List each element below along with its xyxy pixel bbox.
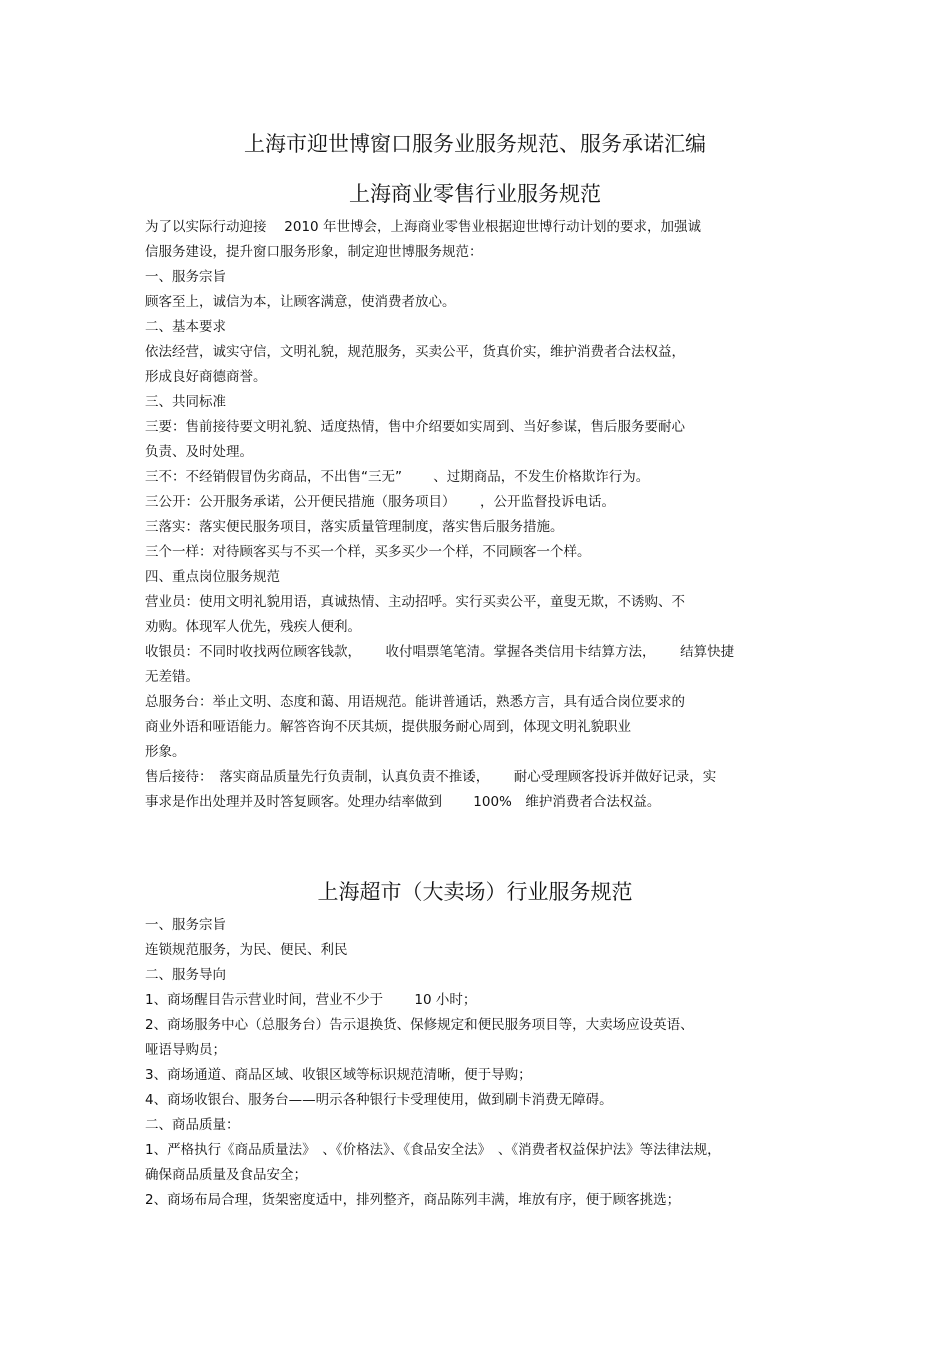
paragraph-line: 劝购。体现军人优先，残疾人便利。 bbox=[145, 619, 361, 635]
section-heading: 三、共同标准 bbox=[145, 394, 226, 410]
paragraph-line: 三个一样：对待顾客买与不买一个样，买多买少一个样，不同顾客一个样。 bbox=[145, 544, 591, 560]
paragraph-line: 形象。 bbox=[145, 744, 186, 760]
paragraph-line: 依法经营，诚实守信，文明礼貌，规范服务，买卖公平，货真价实，维护消费者合法权益， bbox=[145, 344, 685, 360]
paragraph-line: 三要：售前接待要文明礼貌、适度热情，售中介绍要如实周到、当好参谋，售后服务要耐心 bbox=[145, 419, 685, 435]
paragraph-line: 总服务台：举止文明、态度和蔼、用语规范。能讲普通话，熟悉方言，具有适合岗位要求的 bbox=[145, 694, 685, 710]
paragraph-line: 负责、及时处理。 bbox=[145, 444, 253, 460]
section-title-supermarket: 上海超市（大卖场）行业服务规范 bbox=[317, 880, 633, 904]
paragraph-line: 连锁规范服务，为民、便民、利民 bbox=[145, 942, 348, 958]
section-heading: 二、服务导向 bbox=[145, 967, 226, 983]
section-heading: 四、重点岗位服务规范 bbox=[145, 569, 280, 585]
section-title-retail: 上海商业零售行业服务规范 bbox=[349, 182, 601, 206]
list-item: 2、商场服务中心（总服务台）告示退换货、保修规定和便民服务项目等，大卖场应设英语、 bbox=[145, 1017, 694, 1033]
paragraph-line: 无差错。 bbox=[145, 669, 199, 685]
paragraph-line: 三落实：落实便民服务项目，落实质量管理制度，落实售后服务措施。 bbox=[145, 519, 564, 535]
list-item: 2、商场布局合理，货架密度适中，排列整齐，商品陈列丰满，堆放有序，便于顾客挑选； bbox=[145, 1192, 681, 1208]
list-item: 4、商场收银台、服务台——明示各种银行卡受理使用，做到刷卡消费无障碍。 bbox=[145, 1092, 613, 1108]
paragraph-line: 三公开：公开服务承诺，公开便民措施（服务项目） ，公开监督投诉电话。 bbox=[145, 494, 616, 510]
paragraph-line: 确保商品质量及食品安全； bbox=[145, 1167, 307, 1183]
section-heading: 一、服务宗旨 bbox=[145, 917, 226, 933]
paragraph-line: 顾客至上，诚信为本，让顾客满意，使消费者放心。 bbox=[145, 294, 456, 310]
list-item: 3、商场通道、商品区域、收银区域等标识规范清晰，便于导购； bbox=[145, 1067, 532, 1083]
paragraph-line: 售后接待： 落实商品质量先行负责制，认真负责不推诿， 耐心受理顾客投诉并做好记录，实 bbox=[145, 769, 717, 785]
paragraph-line: 三不：不经销假冒伪劣商品，不出售“三无” 、过期商品，不发生价格欺诈行为。 bbox=[145, 469, 650, 485]
paragraph-line: 形成良好商德商誉。 bbox=[145, 369, 267, 385]
list-item: 1、严格执行《商品质量法》 、《价格法》、《食品安全法》 、《消费者权益保护法》等法律法规， bbox=[145, 1142, 721, 1158]
list-item: 1、商场醒目告示营业时间，营业不少于 10 小时； bbox=[145, 992, 477, 1008]
paragraph-line: 为了以实际行动迎接 2010 年世博会，上海商业零售业根据迎世博行动计划的要求，加强诚 bbox=[145, 219, 701, 235]
section-heading: 二、商品质量： bbox=[145, 1117, 240, 1133]
paragraph-line: 信服务建设，提升窗口服务形象，制定迎世博服务规范： bbox=[145, 244, 483, 260]
paragraph-line: 商业外语和哑语能力。解答咨询不厌其烦，提供服务耐心周到，体现文明礼貌职业 bbox=[145, 719, 631, 735]
section-heading: 二、基本要求 bbox=[145, 319, 226, 335]
paragraph-line: 事求是作出处理并及时答复顾客。处理办结率做到 100% 维护消费者合法权益。 bbox=[145, 794, 661, 810]
section-heading: 一、服务宗旨 bbox=[145, 269, 226, 285]
paragraph-line: 收银员：不同时收找两位顾客钱款， 收付唱票笔笔清。掌握各类信用卡结算方法， 结算快捷 bbox=[145, 644, 735, 660]
paragraph-line: 哑语导购员； bbox=[145, 1042, 226, 1058]
document-title: 上海市迎世博窗口服务业服务规范、服务承诺汇编 bbox=[244, 132, 706, 156]
paragraph-line: 营业员：使用文明礼貌用语，真诚热情、主动招呼。实行买卖公平，童叟无欺，不诱购、不 bbox=[145, 594, 685, 610]
